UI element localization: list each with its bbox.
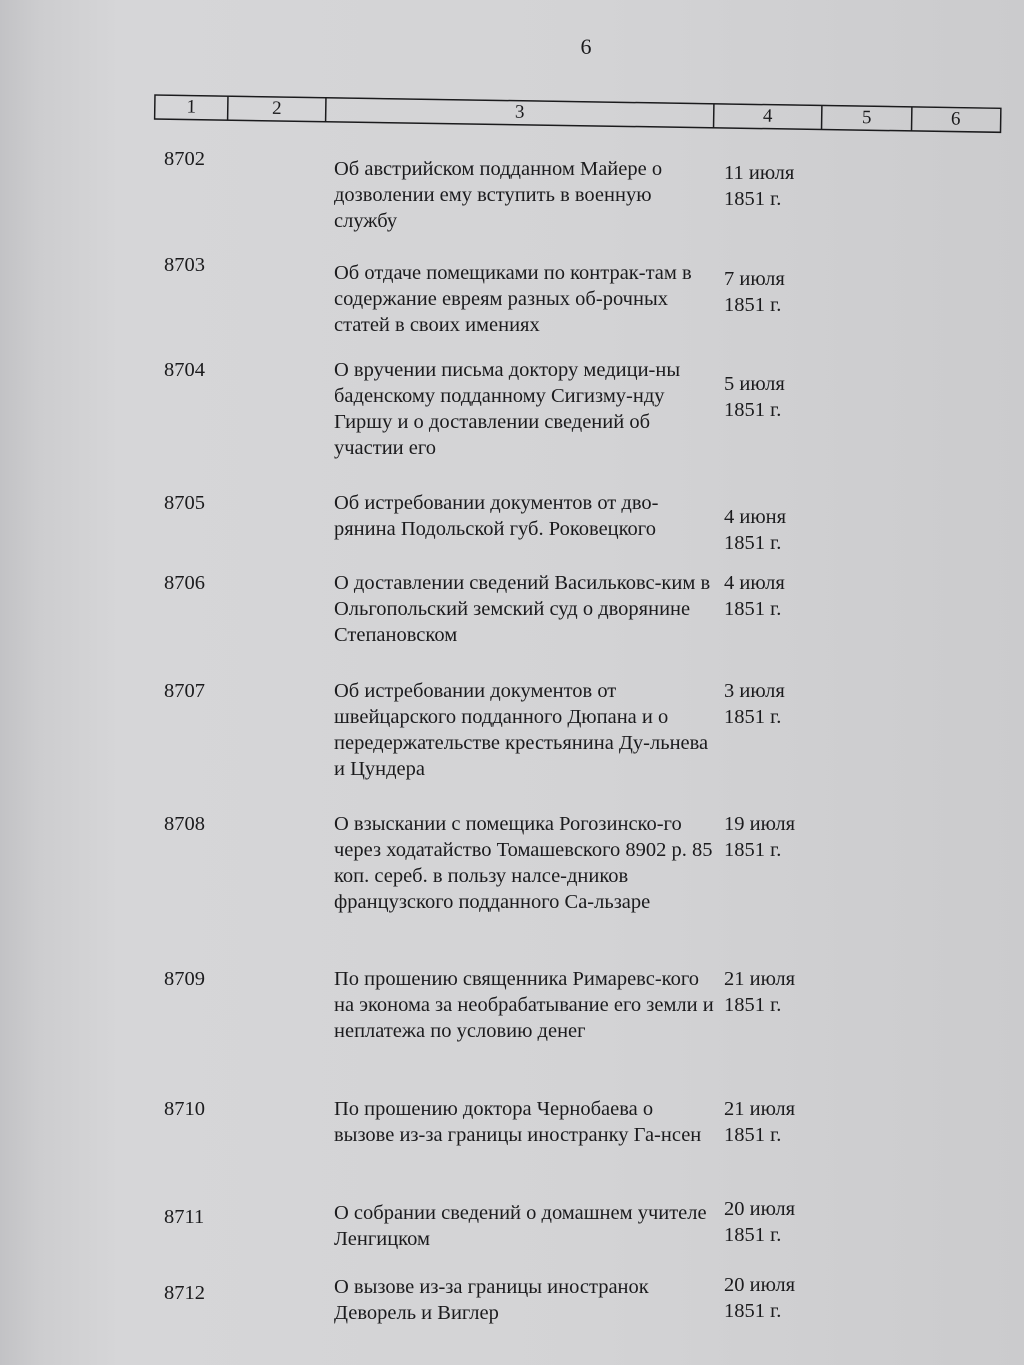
entry-number: 8704 — [164, 359, 205, 381]
column-header-4: 4 — [762, 105, 773, 127]
entry-title: Об истребовании документов от швейцарского подданного Дюпана и о передержательстве крестьянина Ду-льнева и Цундера — [334, 680, 709, 780]
entry-number: 8706 — [164, 572, 205, 594]
entry-date: 3 июля 1851 г. — [724, 680, 785, 728]
entry-date: 19 июля 1851 г. — [724, 813, 796, 861]
entry-title: О собрании сведений о домашнем учителе Ленгицком — [334, 1202, 707, 1250]
column-header-5: 5 — [861, 107, 872, 129]
entry-number: 8707 — [164, 680, 205, 702]
entry-title: О вручении письма доктору медици-ны баденскому подданному Сигизму-нду Гиршу и о доставлении сведений об участии его — [334, 359, 681, 459]
column-header-table — [153, 94, 1002, 151]
entry-title: Об истребовании документов от дво-рянина Подольской губ. Роковецкого — [334, 492, 659, 540]
entry-title: О доставлении сведений Васильковс-ким в Ольгопольский земский суд о дворянине Степановском — [334, 572, 711, 646]
entry-date: 21 июля 1851 г. — [724, 1098, 796, 1146]
page-number: 6 — [580, 34, 592, 59]
entry-date: 21 июля 1851 г. — [724, 968, 796, 1016]
column-header-1: 1 — [186, 96, 197, 118]
entry-number: 8705 — [164, 492, 205, 514]
entry-date: 7 июля 1851 г. — [724, 268, 785, 316]
entry-title: Об отдаче помещиками по контрак-там в содержание евреям разных об-рочных статей в своих имениях — [334, 262, 692, 336]
entry-number: 8702 — [164, 148, 205, 170]
entry-title: О взыскании с помещика Рогозинско-го через ходатайство Томашевского 8902 р. 85 коп. сереб. в пользу налсе-дников французского подданного Са-льзаре — [334, 813, 713, 913]
column-header-6: 6 — [950, 108, 961, 130]
column-header-3: 3 — [514, 101, 525, 123]
entry-title: О вызове из-за границы иностранок Деворель и Виглер — [334, 1276, 649, 1324]
entry-date: 5 июля 1851 г. — [724, 373, 785, 421]
entry-date: 20 июля 1851 г. — [724, 1274, 796, 1322]
entry-date: 20 июля 1851 г. — [724, 1198, 796, 1246]
entry-number: 8703 — [164, 254, 205, 276]
entry-number: 8711 — [164, 1206, 205, 1228]
entry-date: 4 июня 1851 г. — [724, 506, 787, 554]
entry-number: 8710 — [164, 1098, 205, 1120]
entry-number: 8708 — [164, 813, 205, 835]
entry-date: 11 июля 1851 г. — [724, 162, 795, 210]
entry-number: 8709 — [164, 968, 205, 990]
entry-number: 8712 — [164, 1282, 205, 1304]
column-header-2: 2 — [271, 97, 282, 120]
entry-title: Об австрийском подданном Майере о дозволении ему вступить в военную службу — [334, 158, 663, 232]
entry-title: По прошению доктора Чернобаева о вызове из-за границы иностранку Га-нсен — [334, 1098, 702, 1146]
entry-date: 4 июля 1851 г. — [724, 572, 785, 620]
entry-title: По прошению священника Римаревс-кого на эконома за необрабатывание его земли и неплатежа по условию денег — [334, 968, 714, 1042]
